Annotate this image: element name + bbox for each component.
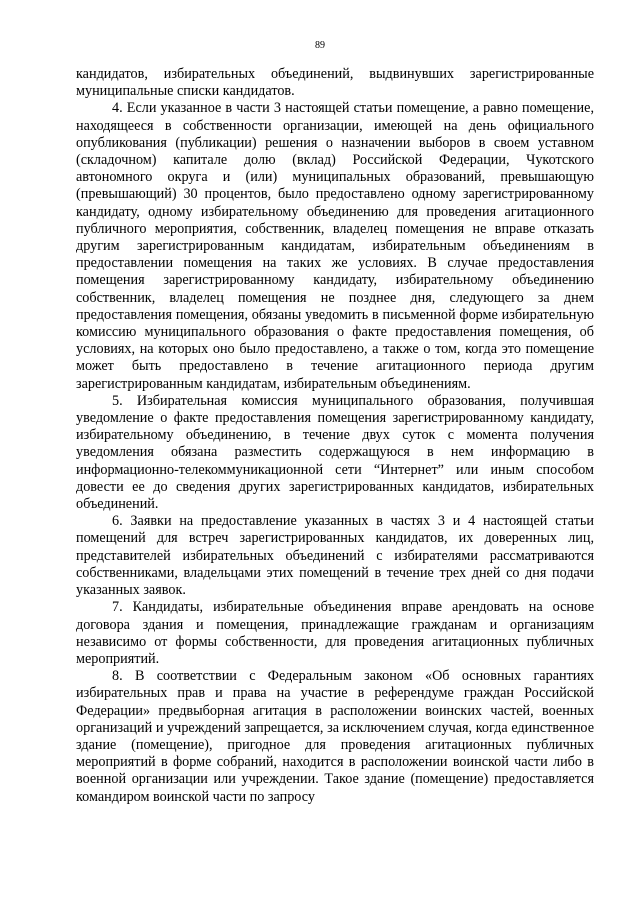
paragraph-continuation: кандидатов, избирательных объединений, выдвинувших зарегистрированные муниципальные списки кандидатов. bbox=[76, 66, 594, 100]
paragraph-7: 7. Кандидаты, избирательные объединения вправе арендовать на основе договора здания и помещения, принадлежащие гражданам и организациям независимо от формы собственности, для проведения агитационных публичных мероприятий. bbox=[76, 599, 594, 667]
page-number: 89 bbox=[315, 40, 325, 51]
paragraph-4: 4. Если указанное в части 3 настоящей статьи помещение, а равно помещение, находящееся в собственности организации, имеющей на день официального опубликования (публикации) решения о назначении выборов в своем уставном (складочном) капитале долю (вклад) Российской Федерации, Чукотского автономного округа и (или) муниципальных образований, превышающую (превышающий) 30 процентов, было предоставлено одному зарегистрированному кандидату, одному избирательному объединению для проведения агитационного публичного мероприятия, собственник, владелец помещения не вправе отказать другим зарегистрированным кандидатам, избирательным объединениям в предоставлении помещения на таких же условиях. В случае предоставления помещения зарегистрированному кандидату, избирательному объединению собственник, владелец помещения не позднее дня, следующего за днем предоставления помещения, обязаны уведомить в письменной форме избирательную комиссию муниципального образования о факте предоставления помещения, об условиях, на которых оно было предоставлено, а также о том, когда это помещение может быть предоставлено в течение агитационного периода другим зарегистрированным кандидатам, избирательным объединениям. bbox=[76, 100, 594, 392]
document-body bbox=[76, 66, 594, 806]
paragraph-8: 8. В соответствии с Федеральным законом «Об основных гарантиях избирательных прав и права на участие в референдуме граждан Российской Федерации» предвыборная агитация в расположении воинских частей, военных организаций и учреждений запрещается, за исключением случая, когда единственное здание (помещение), пригодное для проведения агитационных публичных мероприятий в форме собраний, находится в расположении воинской части либо в военной организации или учреждении. Такое здание (помещение) предоставляется командиром воинской части по запросу bbox=[76, 668, 594, 805]
paragraph-5: 5. Избирательная комиссия муниципального образования, получившая уведомление о факте предоставления помещения зарегистрированному кандидату, избирательному объединению, в течение двух суток с момента получения уведомления обязана разместить содержащуюся в нем информацию в информационно-телекоммуникационной сети “Интернет” или иным способом довести ее до сведения других зарегистрированных кандидатов, избирательных объединений. bbox=[76, 392, 594, 513]
paragraph-6: 6. Заявки на предоставление указанных в частях 3 и 4 настоящей статьи помещений для встреч зарегистрированных кандидатов, их доверенных лиц, представителей избирательных объединений с избирателями рассматриваются собственниками, владельцами этих помещений в течение трех дней со дня подачи указанных заявок. bbox=[76, 513, 594, 599]
